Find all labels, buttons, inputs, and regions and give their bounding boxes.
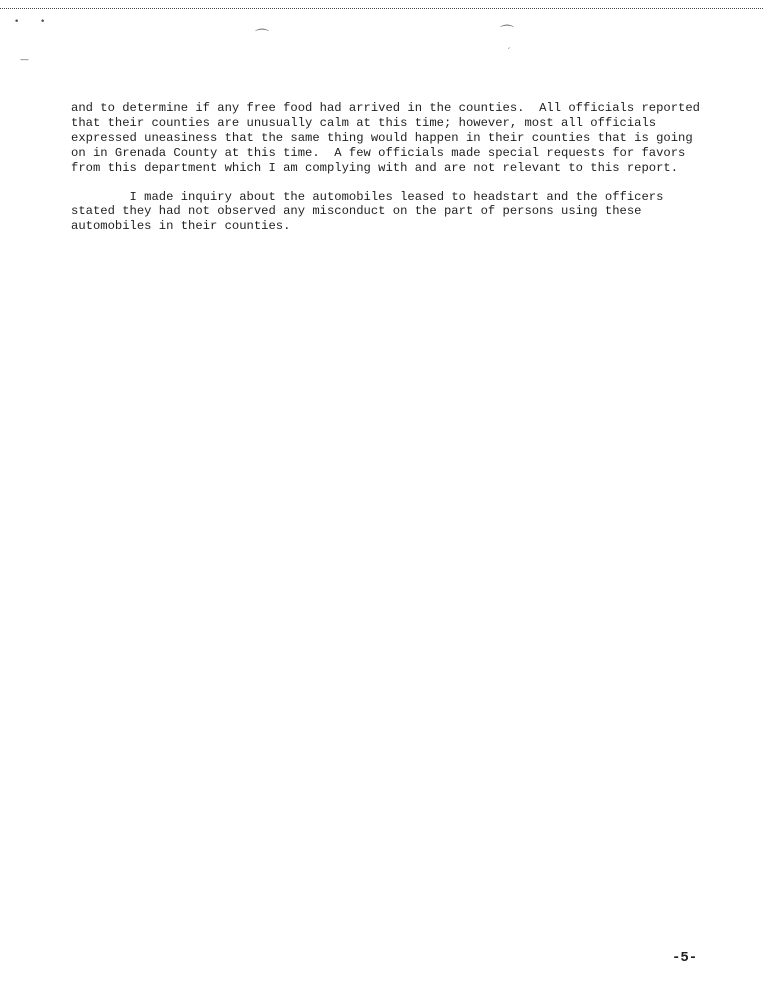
page-number: -5- <box>672 950 698 966</box>
paragraph: I made inquiry about the automobiles leased to headstart and the officers stated they had not observed any misconduct on the part of persons using these automobiles in their counties. <box>71 189 664 234</box>
scan-mark: ⌒ <box>255 29 269 45</box>
scan-mark: ′ <box>508 47 511 57</box>
scan-mark: — <box>20 55 29 65</box>
scan-mark: ⌒ <box>500 25 514 41</box>
paragraph: and to determine if any free food had arrived in the counties. All officials reported that their counties are unusually calm at this time; however, most all officials expressed uneasiness that the same thing would happen in their counties that is going on in Grenada County at this time. A few officials made special requests for favors from this department which I am complying with and are not relevant to this report. <box>71 101 700 175</box>
scan-mark: • <box>14 17 20 27</box>
scan-top-edge <box>0 0 763 9</box>
scan-mark: • <box>40 17 46 27</box>
document-body <box>71 101 731 234</box>
